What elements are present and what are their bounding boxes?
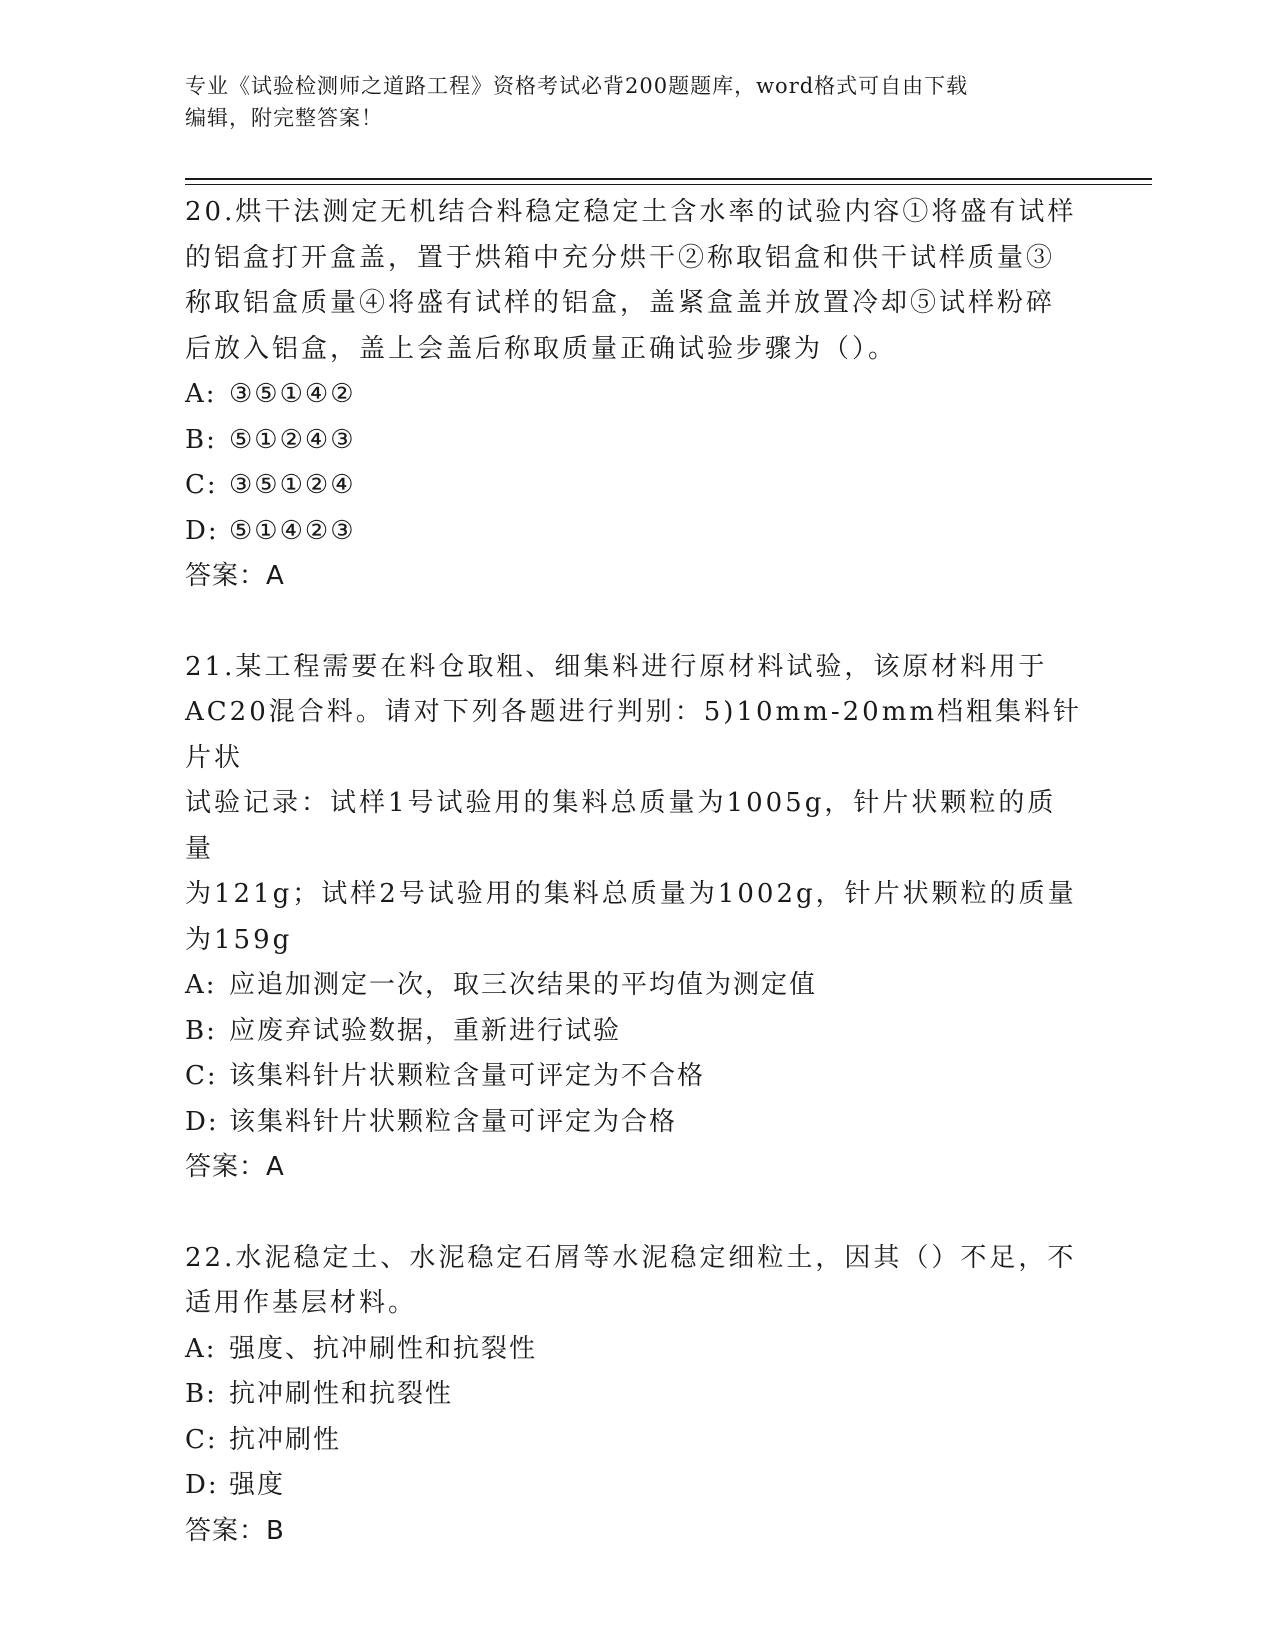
answer-line: 答案：A — [185, 1152, 285, 1182]
option-text: 抗冲刷性 — [229, 1424, 342, 1455]
option-a — [185, 372, 1085, 418]
option-text: ⑤①④②③ — [229, 515, 356, 546]
option-letter: B: — [185, 1379, 217, 1409]
option-letter: D: — [185, 1106, 219, 1137]
question-21 — [185, 645, 1085, 1191]
option-text: 强度 — [229, 1470, 286, 1500]
option-text: 强度、抗冲刷性和抗裂性 — [229, 1333, 538, 1364]
option-text: 应废弃试验数据，重新进行试验 — [229, 1015, 622, 1046]
option-d — [185, 1100, 1085, 1146]
question-stem-line: 20.烘干法测定无机结合料稳定稳定土含水率的试验内容①将盛有试样 — [185, 197, 1077, 227]
option-letter: A: — [185, 1333, 217, 1364]
answer-line: 答案：B — [185, 1515, 285, 1546]
question-stem-line: 适用作基层材料。 — [185, 1288, 418, 1318]
question-stem-line: 后放入铝盒，盖上会盖后称取质量正确试验步骤为（）。 — [185, 333, 898, 364]
option-text: 应追加测定一次，取三次结果的平均值为测定值 — [229, 970, 818, 1000]
option-letter: D: — [185, 515, 219, 546]
header-line-1: 专业《试验检测师之道路工程》资格考试必背200题题库，word格式可自由下载 — [185, 74, 969, 98]
question-list — [185, 190, 1085, 1554]
option-letter: C: — [185, 1424, 218, 1455]
question-22 — [185, 1236, 1085, 1555]
question-stem-line: 21.某工程需要在料仓取粗、细集料进行原材料试验，该原材料用于 — [185, 651, 1048, 682]
question-stem-line: 称取铝盒质量④将盛有试样的铝盒，盖紧盒盖并放置冷却⑤试样粉碎 — [185, 288, 1056, 318]
option-b — [185, 418, 1085, 464]
question-stem-line: 22.水泥稳定土、水泥稳定石屑等水泥稳定细粒土，因其（）不足，不 — [185, 1242, 1077, 1273]
option-text: 该集料针片状颗粒含量可评定为不合格 — [229, 1061, 706, 1091]
option-text: ⑤①②④③ — [229, 424, 356, 455]
option-letter: A: — [185, 379, 217, 409]
header-divider-thin — [185, 184, 1152, 185]
option-text: ③⑤①④② — [229, 379, 356, 409]
option-d — [185, 1463, 1085, 1509]
option-a — [185, 963, 1085, 1009]
header-divider-thick — [185, 178, 1152, 180]
question-spacer — [185, 1191, 1085, 1236]
option-a — [185, 1327, 1085, 1373]
document-header — [185, 70, 1085, 134]
question-stem-line: 的铝盒打开盒盖，置于烘箱中充分烘干②称取铝盒和供干试样质量③ — [185, 242, 1056, 273]
option-b — [185, 1372, 1085, 1418]
question-stem-line: 试验记录：试样1号试验用的集料总质量为1005g，针片状颗粒的质量 — [185, 788, 1057, 864]
option-c — [185, 1418, 1085, 1464]
option-c — [185, 463, 1085, 509]
option-b — [185, 1009, 1085, 1055]
question-stem-line: 为121g；试样2号试验用的集料总质量为1002g，针片状颗粒的质量 — [185, 879, 1077, 909]
option-c — [185, 1054, 1085, 1100]
option-letter: B: — [185, 424, 217, 455]
option-letter: D: — [185, 1470, 219, 1500]
question-20 — [185, 190, 1085, 600]
option-text: ③⑤①②④ — [229, 470, 356, 500]
option-letter: B: — [185, 1015, 217, 1046]
option-text: 抗冲刷性和抗裂性 — [229, 1379, 454, 1409]
answer-line: 答案：A — [185, 561, 285, 591]
option-d — [185, 509, 1085, 555]
question-spacer — [185, 600, 1085, 645]
question-stem-line: AC20混合料。请对下列各题进行判别：5)10mm-20mm档粗集料针片状 — [185, 697, 1083, 773]
question-stem-line: 为159g — [185, 924, 293, 955]
header-line-2: 编辑，附完整答案！ — [185, 106, 383, 130]
option-letter: A: — [185, 970, 217, 1000]
option-letter: C: — [185, 1061, 218, 1091]
option-letter: C: — [185, 470, 218, 500]
option-text: 该集料针片状颗粒含量可评定为合格 — [229, 1106, 678, 1137]
